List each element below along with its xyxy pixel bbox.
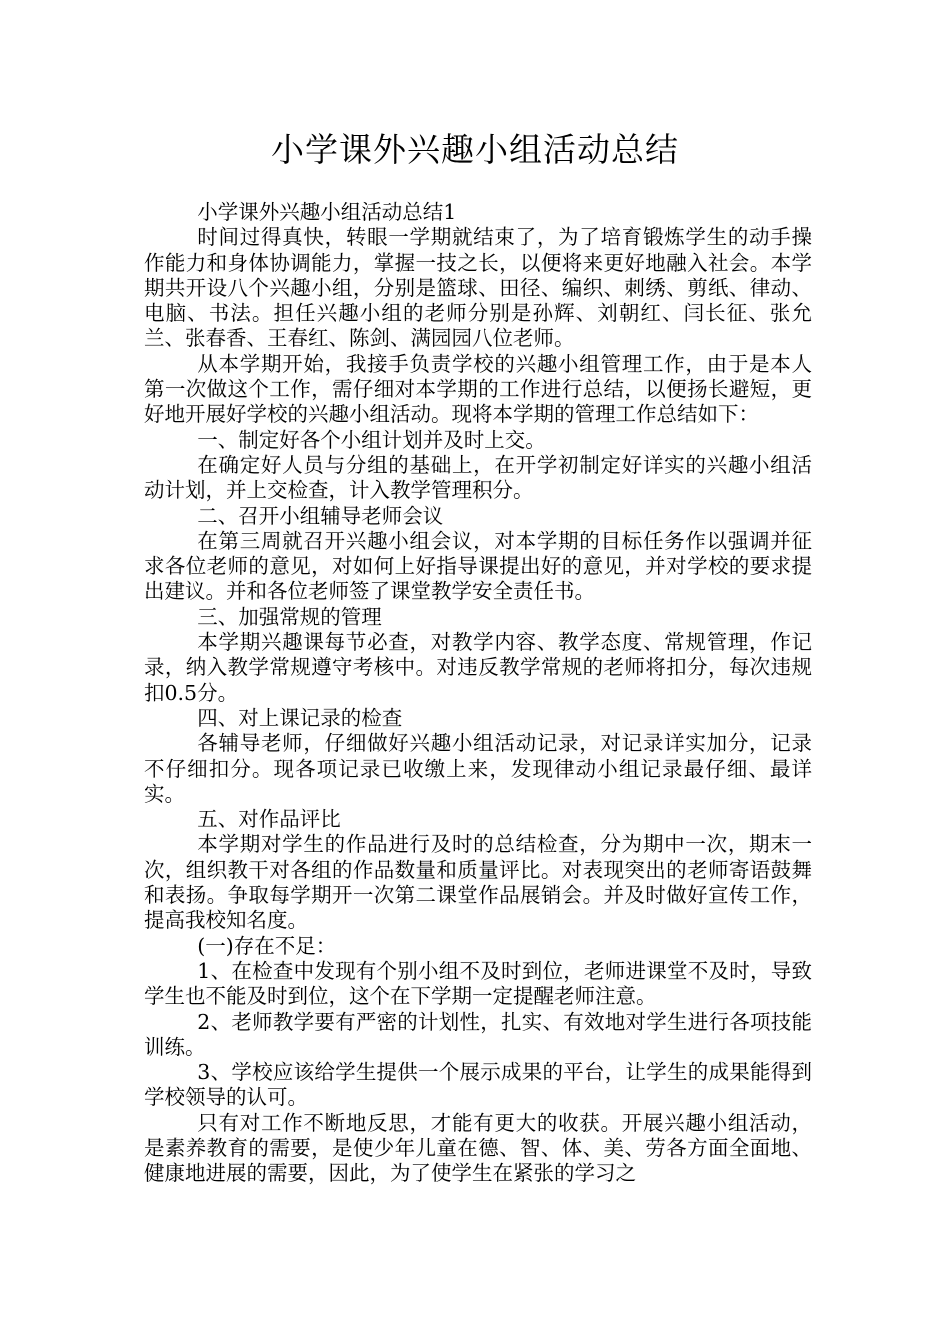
subheading: 一、制定好各个小组计划并及时上交。 bbox=[197, 427, 546, 452]
list-item: 3、学校应该给学生提供一个展示成果的平台，让学生的成果能得到学校领导的认可。 bbox=[144, 1060, 812, 1110]
paragraph: 本学期对学生的作品进行及时的总结检查，分为期中一次，期末一次，组织教干对各组的作品数量和质量评比。对表现突出的老师寄语鼓舞和表扬。争取每学期开一次第二课堂作品展销会。并及时做好宣传工作，提高我校知名度。 bbox=[144, 832, 812, 933]
paragraph: 只有对工作不断地反思，才能有更大的收获。开展兴趣小组活动，是素养教育的需要，是使少年儿童在德、智、体、美、劳各方面全面地、健康地进展的需要，因此，为了使学生在紧张的学习之 bbox=[144, 1110, 812, 1186]
document-title: 小学课外兴趣小组活动总结 bbox=[271, 130, 679, 169]
paragraph: 在第三周就召开兴趣小组会议，对本学期的目标任务作以强调并征求各位老师的意见，对如何上好指导课提出好的意见，并对学校的要求提出建议。并和各位老师签了课堂教学安全责任书。 bbox=[144, 528, 812, 604]
list-item: 1、在检查中发现有个别小组不及时到位，老师进课堂不及时，导致学生也不能及时到位，这个在下学期一定提醒老师注意。 bbox=[144, 958, 812, 1009]
paragraph: 时间过得真快，转眼一学期就结束了，为了培育锻炼学生的动手操作能力和身体协调能力，掌握一技之长，以便将来更好地融入社会。本学期共开设八个兴趣小组，分别是篮球、田径、编织、刺绣、剪纸、律动、电脑、书法。担任兴趣小组的老师分别是孙辉、刘朝红、闫长征、张允兰、张春香、王春红、陈剑、满园园八位老师。 bbox=[144, 225, 812, 351]
paragraph: 在确定好人员与分组的基础上，在开学初制定好详实的兴趣小组活动计划，并上交检查，计入教学管理积分。 bbox=[144, 452, 812, 503]
paragraph: 各辅导老师，仔细做好兴趣小组活动记录，对记录详实加分，记录不仔细扣分。现各项记录已收缴上来，发现律动小组记录最仔细、最详实。 bbox=[144, 731, 812, 806]
paragraph: 从本学期开始，我接手负责学校的兴趣小组管理工作，由于是本人第一次做这个工作，需仔细对本学期的工作进行总结，以便扬长避短，更好地开展好学校的兴趣小组活动。现将本学期的管理工作总结如下： bbox=[144, 351, 812, 427]
section-heading: 小学课外兴趣小组活动总结1 bbox=[197, 200, 457, 224]
subheading: 二、召开小组辅导老师会议 bbox=[197, 503, 444, 528]
document-body bbox=[144, 200, 812, 1187]
subheading: 四、对上课记录的检查 bbox=[197, 705, 403, 730]
paragraph: 本学期兴趣课每节必查，对教学内容、教学态度、常规管理，作记录，纳入教学常规遵守考核中。对违反教学常规的老师将扣分，每次违规扣0.5分。 bbox=[144, 630, 812, 705]
subheading: 五、对作品评比 bbox=[197, 807, 341, 832]
subheading: (一)存在不足： bbox=[197, 933, 337, 958]
subheading: 三、加强常规的管理 bbox=[197, 604, 382, 629]
list-item: 2、老师教学要有严密的计划性，扎实、有效地对学生进行各项技能训练。 bbox=[144, 1009, 812, 1059]
